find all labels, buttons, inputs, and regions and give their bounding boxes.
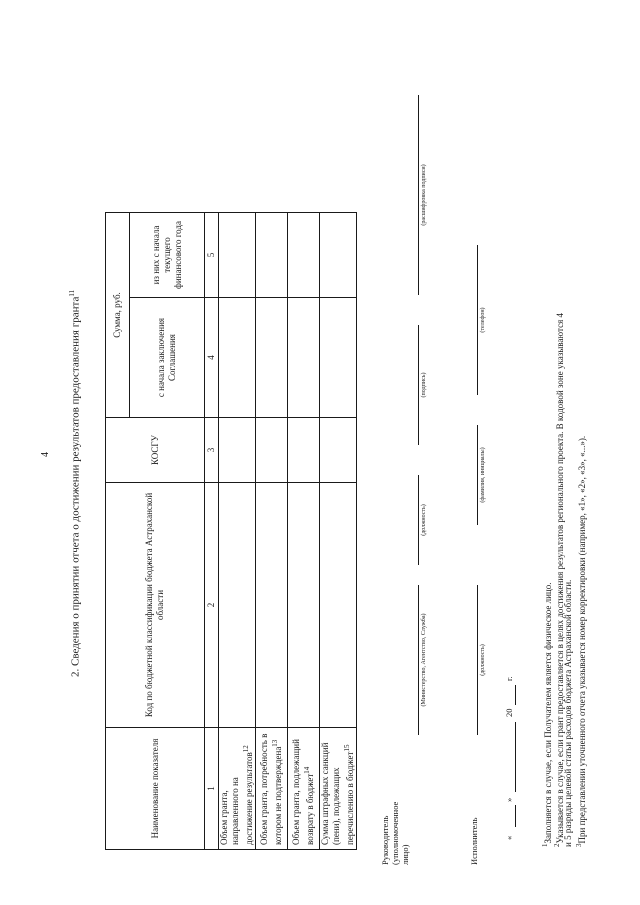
results-table: [105, 212, 357, 850]
page-number: 4: [40, 452, 51, 457]
header-kbk: Код по бюджетной классификации бюджета Астраханской области: [106, 483, 205, 728]
date-open-quote: «: [504, 835, 514, 840]
phone-line: [477, 245, 478, 395]
footnote-text: Указывается в случае, если грант предоставляется в целях достижения результатов регионального проекта. В кодовой зоне указываются 4: [555, 313, 565, 844]
table-cell: [256, 418, 288, 483]
ministry-caption: (Министерство, Агентство, Служба): [421, 613, 427, 707]
table-cell: [320, 213, 357, 298]
column-number: 2: [205, 483, 219, 728]
fio-caption: (фамилия, инициалы): [480, 447, 486, 503]
table-cell: [288, 418, 320, 483]
ministry-line: [418, 585, 419, 735]
executor-label: Исполнитель: [469, 817, 479, 865]
date-day-line: [515, 805, 516, 827]
row-label-text: Объем гранта, потребность в котором не подтверждена: [259, 733, 283, 845]
table-cell: [288, 298, 320, 418]
executor-position-line: [477, 585, 478, 735]
footnote-ref: 14: [303, 766, 311, 774]
table-cell: [256, 298, 288, 418]
row-label: [256, 728, 288, 850]
table-cell: [320, 418, 357, 483]
footnote-number: 2: [553, 843, 561, 847]
table-cell: [219, 298, 256, 418]
phone-caption: (телефон): [480, 307, 486, 333]
row-label: [219, 728, 256, 850]
position-caption: (должность): [421, 504, 427, 536]
decoding-caption: (расшифровка подписи): [421, 164, 427, 226]
row-label-text: Объем гранта, направленного на достижение результатов: [219, 752, 254, 845]
row-label-text: Сумма штрафных санкций (пени), подлежащих перечислению в бюджет: [320, 742, 355, 845]
head-label: Руководитель (уполномоченное лицо): [380, 801, 410, 865]
footnote-ref: 11: [68, 289, 76, 297]
table-row: [288, 213, 320, 850]
header-name: Наименование показателя: [106, 728, 205, 850]
signature-line: [418, 325, 419, 445]
date-suffix: г.: [504, 676, 514, 681]
footnote-text: Заполняется в случае, если Получателем является физическое лицо.: [543, 582, 553, 844]
footnote-text: При представлении уточненного отчета указывается номер корректировки (например, «1», «2», «3», «...»).: [577, 435, 587, 844]
header-sum: Сумма, руб.: [106, 213, 130, 418]
table-cell: [219, 418, 256, 483]
section-title: [68, 290, 82, 677]
column-numbers-row: [205, 213, 219, 850]
date-close-quote: »: [504, 797, 514, 802]
table-cell: [320, 298, 357, 418]
table-cell: [219, 483, 256, 728]
header-kosgu: КОСГУ: [106, 418, 205, 483]
footnote-number: 1: [541, 843, 549, 847]
position-line: [418, 475, 419, 565]
footnote: [563, 580, 574, 847]
decoding-line: [418, 95, 419, 295]
table-row: [256, 213, 288, 850]
table-cell: [288, 483, 320, 728]
table-row: [219, 213, 256, 850]
column-number: 5: [205, 213, 219, 298]
section-title-text: 2. Сведения о принятии отчета о достижении результатов предоставления гранта: [69, 296, 82, 677]
footnote-ref: 13: [271, 739, 279, 747]
column-number: 1: [205, 728, 219, 850]
executor-position-caption: (должность): [480, 644, 486, 676]
date-year-prefix: 20: [504, 708, 514, 717]
column-number: 3: [205, 418, 219, 483]
row-label: [320, 728, 357, 850]
footnote-ref: 12: [242, 745, 250, 753]
table-cell: [320, 483, 357, 728]
table-cell: [288, 213, 320, 298]
table-cell: [256, 483, 288, 728]
signature-caption: (подпись): [421, 372, 427, 398]
header-sum-this-year: из них с начала текущего финансового года: [130, 213, 205, 298]
row-label: [288, 728, 320, 850]
footnote: [574, 436, 588, 847]
table-header-row: [106, 213, 130, 850]
fio-line: [477, 425, 478, 525]
date-month-line: [515, 722, 516, 792]
table-cell: [256, 213, 288, 298]
header-sum-from-start: с начала заключения Соглашения: [130, 298, 205, 418]
date-year-line: [515, 685, 516, 705]
row-label-text: Объем гранта, подлежащий возврату в бюджет: [291, 739, 315, 845]
table-row: [320, 213, 357, 850]
table-cell: [219, 213, 256, 298]
footnote-number: 3: [575, 843, 583, 847]
footnote-text: и 5 разряды целевой статьи расходов бюджета Астраханской области.: [563, 579, 573, 847]
column-number: 4: [205, 298, 219, 418]
footnote-ref: 15: [343, 744, 351, 752]
